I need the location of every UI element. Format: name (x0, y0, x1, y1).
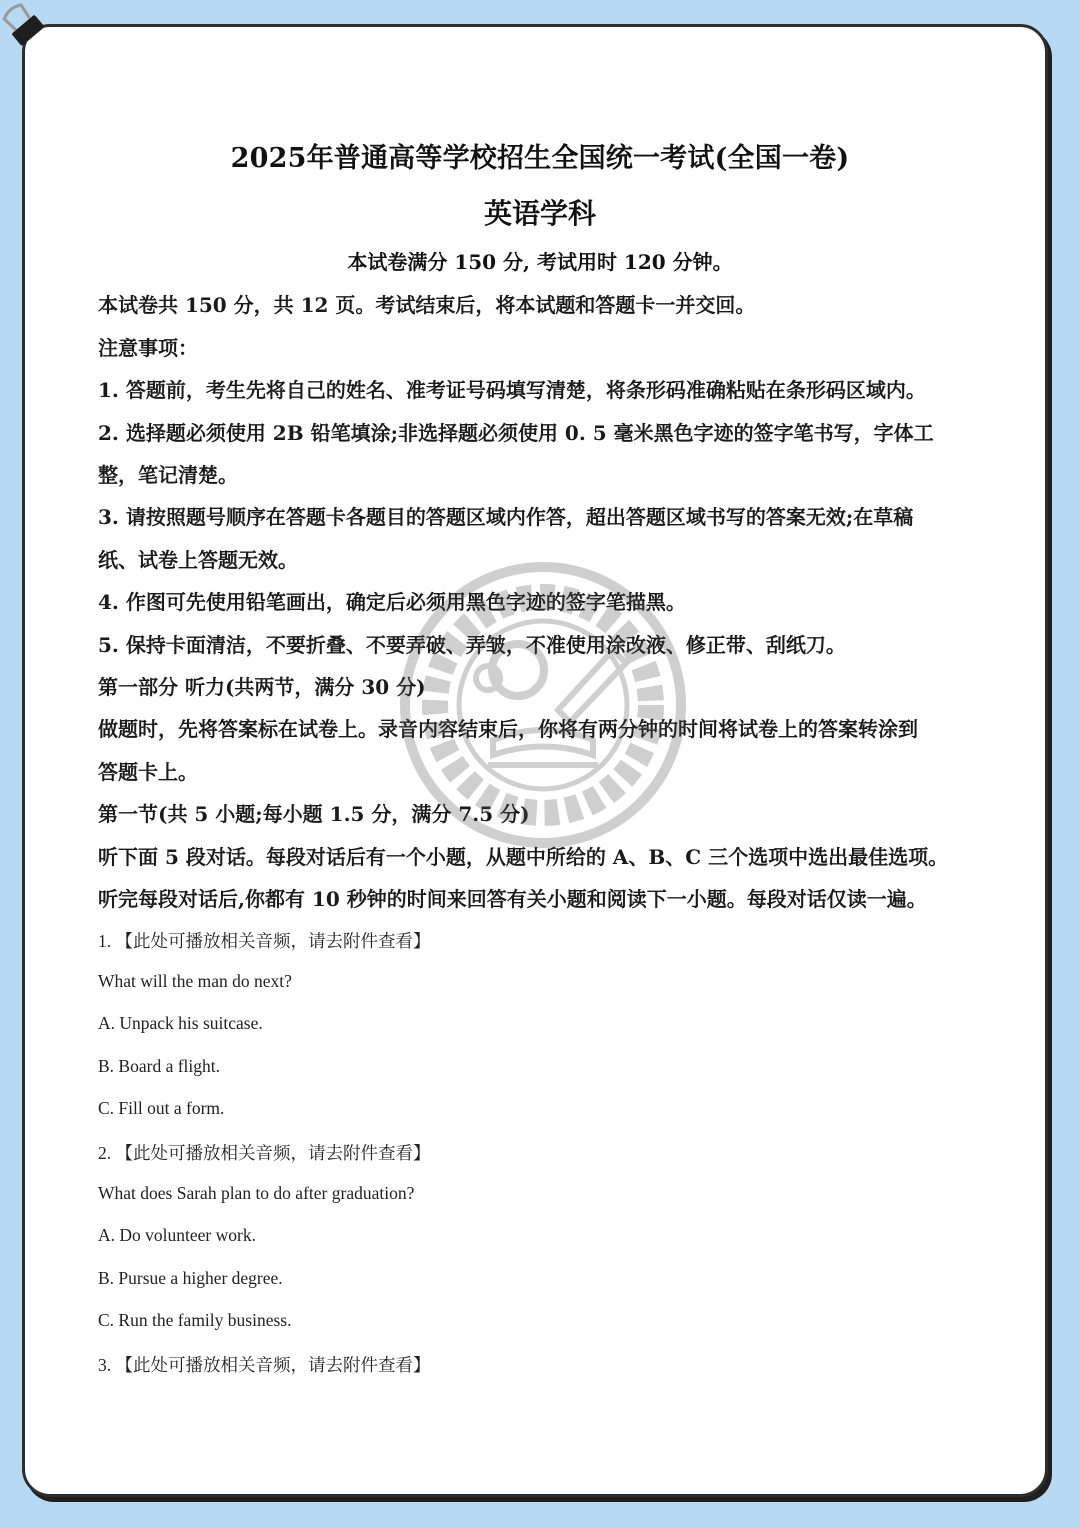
exam-title: 2025年普通高等学校招生全国统一考试(全国一卷) (230, 143, 850, 174)
option-b: B. Board a flight. (98, 1056, 220, 1076)
question-text: What will the man do next? (98, 971, 292, 991)
notice-title: 注意事项： (98, 336, 198, 360)
option-b: B. Pursue a higher degree. (98, 1268, 283, 1288)
notice-item: 2. 选择题必须使用 2B 铅笔填涂;非选择题必须使用 0. 5 毫米黑色字迹的签字笔书写，字体工 (98, 421, 934, 445)
section1-instruction: 听下面 5 段对话。每段对话后有一个小题，从题中所给的 A、B、C 三个选项中选出最佳选项。 (98, 845, 949, 869)
question-text: What does Sarah plan to do after graduation? (98, 1183, 415, 1203)
part1-instruction: 答题卡上。 (98, 760, 198, 784)
audio-note[interactable]: 3. 【此处可播放相关音频，请去附件查看】 (98, 1355, 431, 1375)
binder-clip-icon (0, 0, 54, 52)
option-c: C. Run the family business. (98, 1310, 292, 1330)
option-c: C. Fill out a form. (98, 1098, 225, 1118)
notice-item: 5. 保持卡面清洁，不要折叠、不要弄破、弄皱，不准使用涂改液、修正带、刮纸刀。 (98, 633, 846, 657)
notice-item: 3. 请按照题号顺序在答题卡各题目的答题区域内作答，超出答题区域书写的答案无效;在草稿 (98, 505, 914, 529)
notice-item: 纸、试卷上答题无效。 (98, 548, 298, 572)
part1-instruction: 做题时，先将答案标在试卷上。录音内容结束后，你将有两分钟的时间将试卷上的答案转涂到 (98, 717, 918, 741)
subject-title: 英语学科 (483, 197, 596, 230)
option-a: A. Do volunteer work. (98, 1225, 256, 1245)
intro-line: 本试卷共 150 分，共 12 页。考试结束后，将本试题和答题卡一并交回。 (98, 293, 756, 317)
score-time-line: 本试卷满分 150 分, 考试用时 120 分钟。 (347, 250, 733, 274)
part1-heading: 第一部分 听力(共两节，满分 30 分) (98, 675, 426, 699)
audio-note[interactable]: 1. 【此处可播放相关音频，请去附件查看】 (98, 931, 431, 951)
section1-heading: 第一节(共 5 小题;每小题 1.5 分，满分 7.5 分) (98, 802, 530, 826)
notice-item: 4. 作图可先使用铅笔画出，确定后必须用黑色字迹的签字笔描黑。 (98, 590, 686, 614)
audio-note[interactable]: 2. 【此处可播放相关音频，请去附件查看】 (98, 1143, 431, 1163)
option-a: A. Unpack his suitcase. (98, 1013, 263, 1033)
notice-item: 1. 答题前，考生先将自己的姓名、准考证号码填写清楚，将条形码准确粘贴在条形码区域内。 (98, 378, 926, 402)
notice-item: 整，笔记清楚。 (98, 463, 238, 487)
section1-instruction: 听完每段对话后,你都有 10 秒钟的时间来回答有关小题和阅读下一小题。每段对话仅读一遍。 (98, 887, 927, 911)
